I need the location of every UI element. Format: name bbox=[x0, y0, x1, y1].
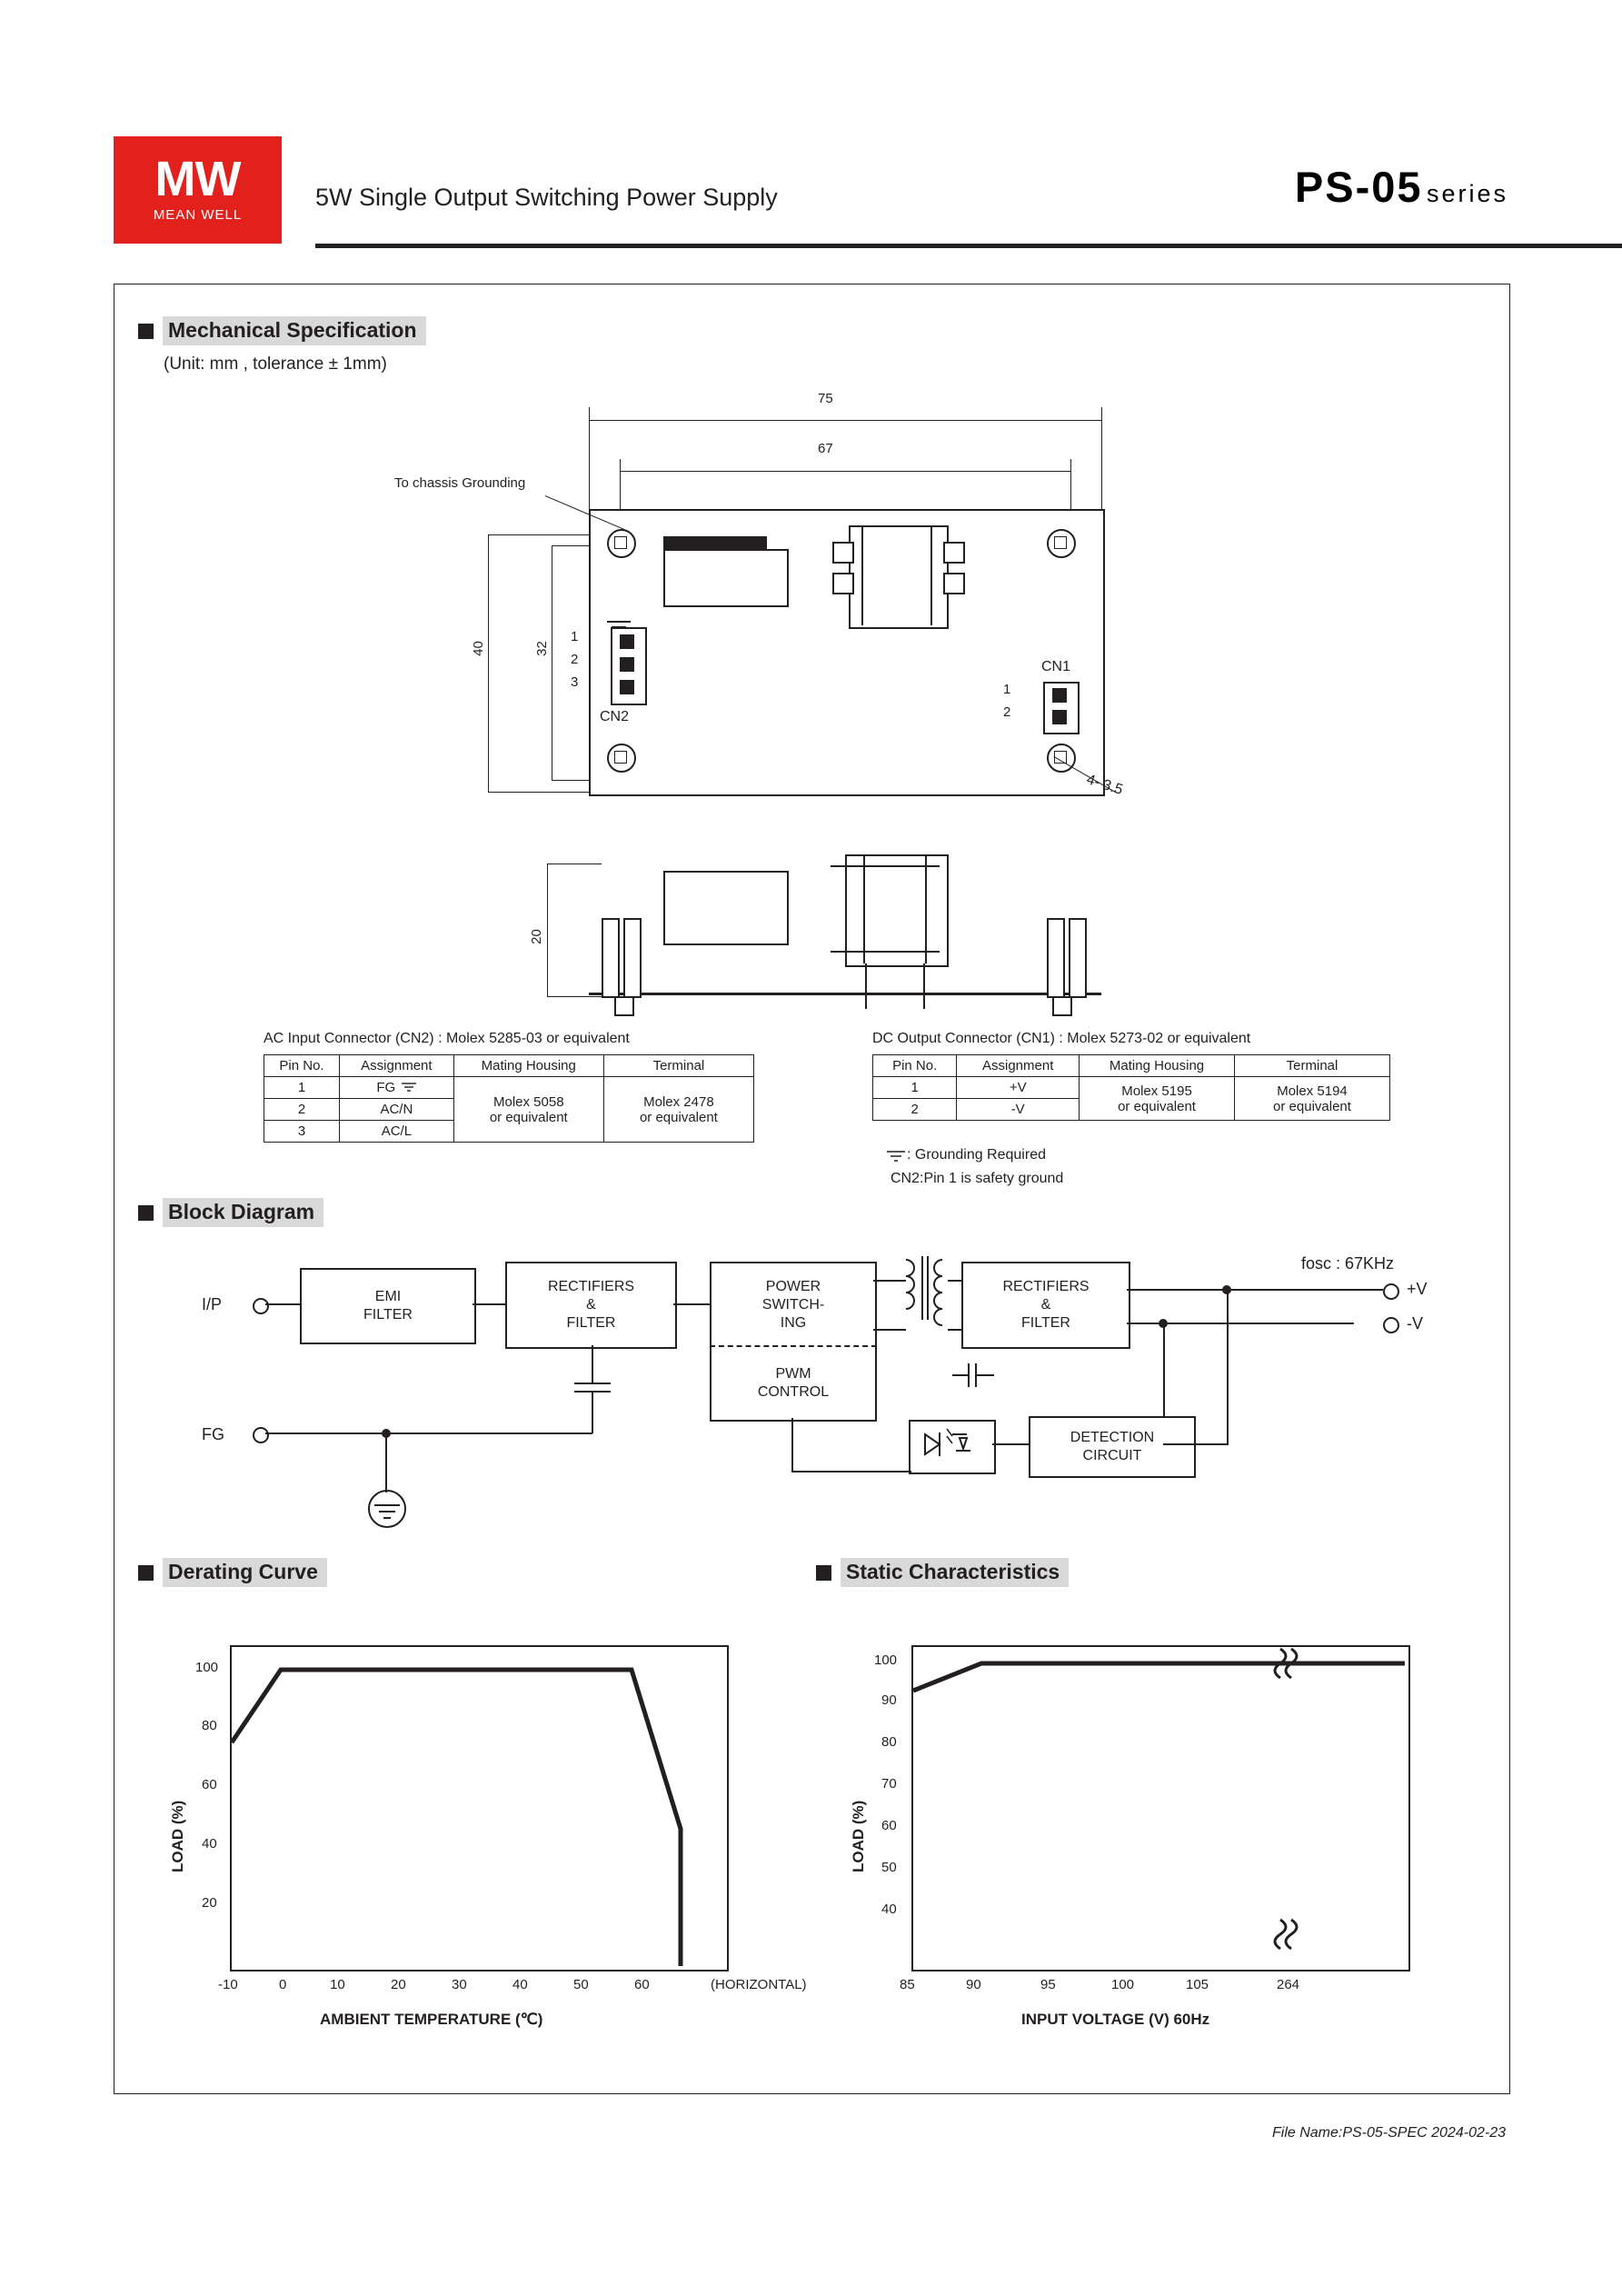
fg-to-ground-wire bbox=[385, 1433, 387, 1492]
side-bracket-left bbox=[602, 918, 620, 998]
transformer-tab-l2 bbox=[832, 573, 854, 594]
pwm-feedback-up bbox=[791, 1418, 793, 1472]
dim-20-line bbox=[547, 863, 548, 996]
switch-line-3: ING bbox=[780, 1315, 807, 1331]
dc-r2-assignment: -V bbox=[957, 1099, 1080, 1121]
logo-mark: MW bbox=[154, 151, 241, 206]
section-block-diagram bbox=[138, 1198, 323, 1227]
section-title-mechanical: Mechanical Specification bbox=[163, 316, 426, 345]
dc-table-caption: DC Output Connector (CN1) : Molex 5273-02 or equivalent bbox=[872, 1031, 1251, 1046]
cn1-pin-1-pad bbox=[1052, 688, 1067, 703]
side-cap-block bbox=[663, 871, 789, 945]
table-row bbox=[264, 1077, 754, 1099]
dc-terminal-l1: Molex 5194 bbox=[1277, 1083, 1348, 1099]
derating-ytick-100: 100 bbox=[195, 1660, 219, 1675]
static-xtick-85: 85 bbox=[900, 1977, 915, 1992]
derating-ytick-60: 60 bbox=[202, 1777, 217, 1792]
ac-r1-assignment-text: FG bbox=[376, 1080, 396, 1095]
fg-wire bbox=[265, 1433, 592, 1434]
static-xtick-100: 100 bbox=[1111, 1977, 1135, 1992]
static-ytick-50: 50 bbox=[881, 1860, 897, 1875]
bullet-square-icon bbox=[816, 1565, 831, 1581]
pwm-feedback-wire bbox=[791, 1471, 911, 1472]
ac-col-pin: Pin No. bbox=[264, 1055, 340, 1077]
derating-ytick-40: 40 bbox=[202, 1836, 217, 1852]
input-terminal-node bbox=[253, 1298, 269, 1314]
hole-size-label: 4- 3.5 bbox=[1084, 772, 1125, 798]
series-title bbox=[1295, 162, 1508, 212]
dc-housing-l2: or equivalent bbox=[1118, 1098, 1196, 1114]
ac-input-connector-table bbox=[264, 1054, 754, 1143]
static-xtick-264: 264 bbox=[1277, 1977, 1300, 1992]
ac-r1-pin: 1 bbox=[264, 1077, 340, 1099]
transformer-body bbox=[849, 525, 949, 629]
static-ytick-40: 40 bbox=[881, 1902, 897, 1917]
page-title: 5W Single Output Switching Power Supply bbox=[315, 184, 778, 211]
power-switching-block bbox=[710, 1262, 877, 1349]
fg-terminal-label: FG bbox=[202, 1425, 224, 1443]
side-lead-2 bbox=[923, 963, 925, 1009]
table-header-row bbox=[264, 1055, 754, 1077]
rect2-line-3: FILTER bbox=[1021, 1315, 1070, 1331]
table-row bbox=[873, 1077, 1390, 1099]
bullet-square-icon bbox=[138, 1565, 154, 1581]
rect1-to-switch-wire bbox=[673, 1303, 710, 1305]
side-bracket-left-2 bbox=[623, 918, 642, 998]
derating-chart-plot bbox=[230, 1645, 729, 1972]
cn2-pin-2-pad bbox=[620, 657, 634, 672]
dc-terminal-l2: or equivalent bbox=[1273, 1098, 1351, 1114]
output-pos-wire bbox=[1127, 1289, 1383, 1291]
cn2-pin-1-pad bbox=[620, 634, 634, 649]
dim-40-line bbox=[488, 534, 489, 792]
meanwell-logo bbox=[114, 136, 282, 244]
series-suffix: series bbox=[1426, 180, 1508, 207]
transformer-tab-l1 bbox=[832, 542, 854, 564]
static-xtick-95: 95 bbox=[1040, 1977, 1056, 1992]
dim-67-label: 67 bbox=[818, 441, 833, 456]
section-mechanical-specification bbox=[138, 316, 426, 345]
fosc-label: fosc : 67KHz bbox=[1301, 1254, 1395, 1273]
output-neg-terminal bbox=[1383, 1317, 1399, 1333]
side-pin-right bbox=[1052, 996, 1072, 1016]
side-transformer-top-bar bbox=[831, 865, 940, 867]
derating-ytick-20: 20 bbox=[202, 1895, 217, 1911]
ac-terminal-l2: or equivalent bbox=[639, 1109, 718, 1125]
cn1-pin-1-label: 1 bbox=[1003, 682, 1011, 697]
ac-r2-pin: 2 bbox=[264, 1099, 340, 1121]
mechanical-unit-note: (Unit: mm , tolerance ± 1mm) bbox=[164, 354, 387, 374]
chassis-grounding-note: To chassis Grounding bbox=[394, 475, 526, 491]
static-x-axis-title: INPUT VOLTAGE (V) 60Hz bbox=[1021, 2011, 1210, 2028]
dc-col-housing: Mating Housing bbox=[1080, 1055, 1235, 1077]
component-cap-block bbox=[663, 549, 789, 607]
detect-line-2: CIRCUIT bbox=[1082, 1448, 1142, 1463]
switch-line-2: SWITCH- bbox=[761, 1297, 825, 1313]
ac-col-housing: Mating Housing bbox=[453, 1055, 603, 1077]
dim-32-label: 32 bbox=[533, 641, 550, 656]
side-transformer-bot-bar bbox=[831, 951, 940, 953]
side-transformer-line-1 bbox=[863, 854, 865, 963]
ac-col-assignment: Assignment bbox=[340, 1055, 454, 1077]
grounding-required-note: : Grounding Required bbox=[907, 1147, 1046, 1163]
cn1-pin-2-pad bbox=[1052, 710, 1067, 724]
derating-y-axis-title: LOAD (%) bbox=[169, 1800, 186, 1872]
derating-xtick-0: 0 bbox=[279, 1977, 287, 1992]
section-static-characteristics bbox=[816, 1558, 1069, 1587]
side-bracket-right-2 bbox=[1069, 918, 1087, 998]
dc-col-assignment: Assignment bbox=[957, 1055, 1080, 1077]
emi-filter-line-1: EMI bbox=[374, 1289, 402, 1304]
derating-xtick-60: 60 bbox=[634, 1977, 650, 1992]
ycap-wire-bottom bbox=[592, 1392, 593, 1433]
rectifier-filter-block-2 bbox=[961, 1262, 1130, 1349]
pcb-side-board bbox=[589, 993, 1101, 995]
pwm-control-block bbox=[710, 1345, 877, 1422]
dim-75-line bbox=[589, 420, 1101, 421]
side-transformer-line-2 bbox=[925, 854, 927, 963]
ac-terminal-cell bbox=[603, 1077, 753, 1143]
transformer-line-1 bbox=[861, 525, 863, 625]
opto-to-detect-wire bbox=[992, 1443, 1029, 1445]
rect2-line-1: RECTIFIERS bbox=[1002, 1279, 1090, 1294]
feedback-wire-down bbox=[1227, 1291, 1229, 1445]
ac-r3-assignment: AC/L bbox=[340, 1121, 454, 1143]
static-ytick-90: 90 bbox=[881, 1692, 897, 1708]
page-header bbox=[114, 136, 1508, 236]
header-rule bbox=[315, 244, 1622, 248]
cn2-pin-2-label: 2 bbox=[571, 652, 579, 667]
switch-line-1: POWER bbox=[765, 1279, 821, 1294]
dc-housing-l1: Molex 5195 bbox=[1121, 1083, 1192, 1099]
static-ytick-100: 100 bbox=[874, 1652, 898, 1668]
dc-terminal-cell bbox=[1235, 1077, 1390, 1121]
detect-line-1: DETECTION bbox=[1070, 1430, 1155, 1445]
static-ytick-70: 70 bbox=[881, 1776, 897, 1792]
transformer-icon bbox=[895, 1256, 959, 1356]
derating-xtick-20: 20 bbox=[391, 1977, 406, 1992]
transformer-tab-r2 bbox=[943, 573, 965, 594]
ground-icon bbox=[402, 1083, 416, 1093]
ac-table-caption: AC Input Connector (CN2) : Molex 5285-03 or equivalent bbox=[264, 1031, 630, 1046]
cn2-pin-1-label: 1 bbox=[571, 629, 579, 644]
detect-right-wire bbox=[1163, 1443, 1229, 1445]
earth-ground-icon bbox=[367, 1489, 407, 1531]
output-pos-terminal bbox=[1383, 1283, 1399, 1300]
ac-r3-pin: 3 bbox=[264, 1121, 340, 1143]
static-curve-line bbox=[913, 1647, 1405, 1966]
derating-xtick--10: -10 bbox=[218, 1977, 238, 1992]
detection-circuit-block bbox=[1029, 1416, 1196, 1478]
derating-horizontal-note: (HORIZONTAL) bbox=[711, 1977, 807, 1992]
dc-col-terminal: Terminal bbox=[1235, 1055, 1390, 1077]
section-derating-curve bbox=[138, 1558, 327, 1587]
ac-r1-assignment bbox=[340, 1077, 454, 1099]
derating-ytick-80: 80 bbox=[202, 1718, 217, 1733]
output-neg-label: -V bbox=[1407, 1314, 1423, 1333]
emi-to-rect-wire bbox=[473, 1303, 505, 1305]
dc-r1-assignment: +V bbox=[957, 1077, 1080, 1099]
dc-col-pin: Pin No. bbox=[873, 1055, 957, 1077]
dim-20-label: 20 bbox=[528, 929, 544, 944]
dc-output-connector-table bbox=[872, 1054, 1390, 1121]
section-title-derating: Derating Curve bbox=[163, 1558, 327, 1587]
side-bracket-right bbox=[1047, 918, 1065, 998]
mounting-hole-bl-inner bbox=[614, 751, 627, 764]
input-wire bbox=[265, 1303, 300, 1305]
cn1-label: CN1 bbox=[1041, 659, 1071, 674]
bullet-square-icon bbox=[138, 324, 154, 339]
static-xtick-105: 105 bbox=[1186, 1977, 1209, 1992]
derating-xtick-40: 40 bbox=[512, 1977, 528, 1992]
cn1-pin-2-label: 2 bbox=[1003, 704, 1011, 720]
dim-75-label: 75 bbox=[818, 391, 833, 406]
static-ytick-60: 60 bbox=[881, 1818, 897, 1833]
cn2-pin-3-label: 3 bbox=[571, 674, 579, 690]
section-title-static: Static Characteristics bbox=[841, 1558, 1069, 1587]
dim-40-label: 40 bbox=[470, 641, 486, 656]
ac-terminal-l1: Molex 2478 bbox=[643, 1093, 714, 1110]
table-header-row bbox=[873, 1055, 1390, 1077]
dim-67-line bbox=[620, 471, 1070, 472]
optocoupler-icon bbox=[912, 1423, 989, 1467]
dc-r1-pin: 1 bbox=[873, 1077, 957, 1099]
mounting-hole-tl-inner bbox=[614, 536, 627, 549]
transformer-line-2 bbox=[930, 525, 932, 625]
ac-housing-cell bbox=[453, 1077, 603, 1143]
derating-xtick-50: 50 bbox=[573, 1977, 589, 1992]
derating-x-axis-title: AMBIENT TEMPERATURE (℃) bbox=[320, 2011, 543, 2028]
rect1-line-1: RECTIFIERS bbox=[547, 1279, 635, 1294]
derating-xtick-30: 30 bbox=[452, 1977, 467, 1992]
ac-col-terminal: Terminal bbox=[603, 1055, 753, 1077]
dc-r2-pin: 2 bbox=[873, 1099, 957, 1121]
rectifier-filter-block-1 bbox=[505, 1262, 677, 1349]
ac-housing-l1: Molex 5058 bbox=[493, 1093, 564, 1110]
rect1-line-2: & bbox=[586, 1297, 596, 1313]
pwm-line-2: CONTROL bbox=[757, 1384, 830, 1400]
output-pos-label: +V bbox=[1407, 1280, 1428, 1298]
ycap-wire-top bbox=[592, 1345, 593, 1383]
dim-40-ext-top bbox=[488, 534, 602, 535]
series-model: PS-05 bbox=[1294, 163, 1423, 211]
ac-housing-l2: or equivalent bbox=[489, 1109, 568, 1125]
mounting-hole-tr-inner bbox=[1054, 536, 1067, 549]
safety-ground-note: CN2:Pin 1 is safety ground bbox=[891, 1171, 1064, 1186]
cn2-pin-3-pad bbox=[620, 680, 634, 694]
derating-curve-line bbox=[232, 1647, 723, 1966]
emi-filter-line-2: FILTER bbox=[363, 1307, 413, 1323]
component-bar bbox=[663, 536, 767, 549]
pwm-line-1: PWM bbox=[775, 1366, 811, 1382]
logo-wordmark: MEAN WELL bbox=[153, 206, 243, 223]
isolation-capacitor-icon bbox=[952, 1360, 994, 1391]
dim-20-ext-bot bbox=[547, 996, 602, 997]
derating-xtick-10: 10 bbox=[330, 1977, 345, 1992]
cn2-label: CN2 bbox=[600, 709, 630, 724]
ground-icon-note bbox=[887, 1150, 905, 1163]
rect1-line-3: FILTER bbox=[566, 1315, 616, 1331]
input-terminal-label: I/P bbox=[202, 1295, 223, 1313]
static-y-axis-title: LOAD (%) bbox=[850, 1800, 867, 1872]
ac-r2-assignment: AC/N bbox=[340, 1099, 454, 1121]
dim-40-ext-bottom bbox=[488, 792, 602, 793]
dim-20-ext-top bbox=[547, 863, 602, 864]
file-name-footer: File Name:PS-05-SPEC 2024-02-23 bbox=[1271, 2125, 1506, 2141]
dc-housing-cell bbox=[1080, 1077, 1235, 1121]
section-title-block-diagram: Block Diagram bbox=[163, 1198, 323, 1227]
side-pin-left bbox=[614, 996, 634, 1016]
side-lead-1 bbox=[865, 963, 867, 1009]
static-chart-plot bbox=[911, 1645, 1410, 1972]
fg-terminal-node bbox=[253, 1427, 269, 1443]
transformer-tab-r1 bbox=[943, 542, 965, 564]
static-ytick-80: 80 bbox=[881, 1734, 897, 1750]
bullet-square-icon bbox=[138, 1205, 154, 1221]
static-xtick-90: 90 bbox=[966, 1977, 981, 1992]
emi-filter-block bbox=[300, 1268, 476, 1344]
rect2-line-2: & bbox=[1040, 1297, 1051, 1313]
